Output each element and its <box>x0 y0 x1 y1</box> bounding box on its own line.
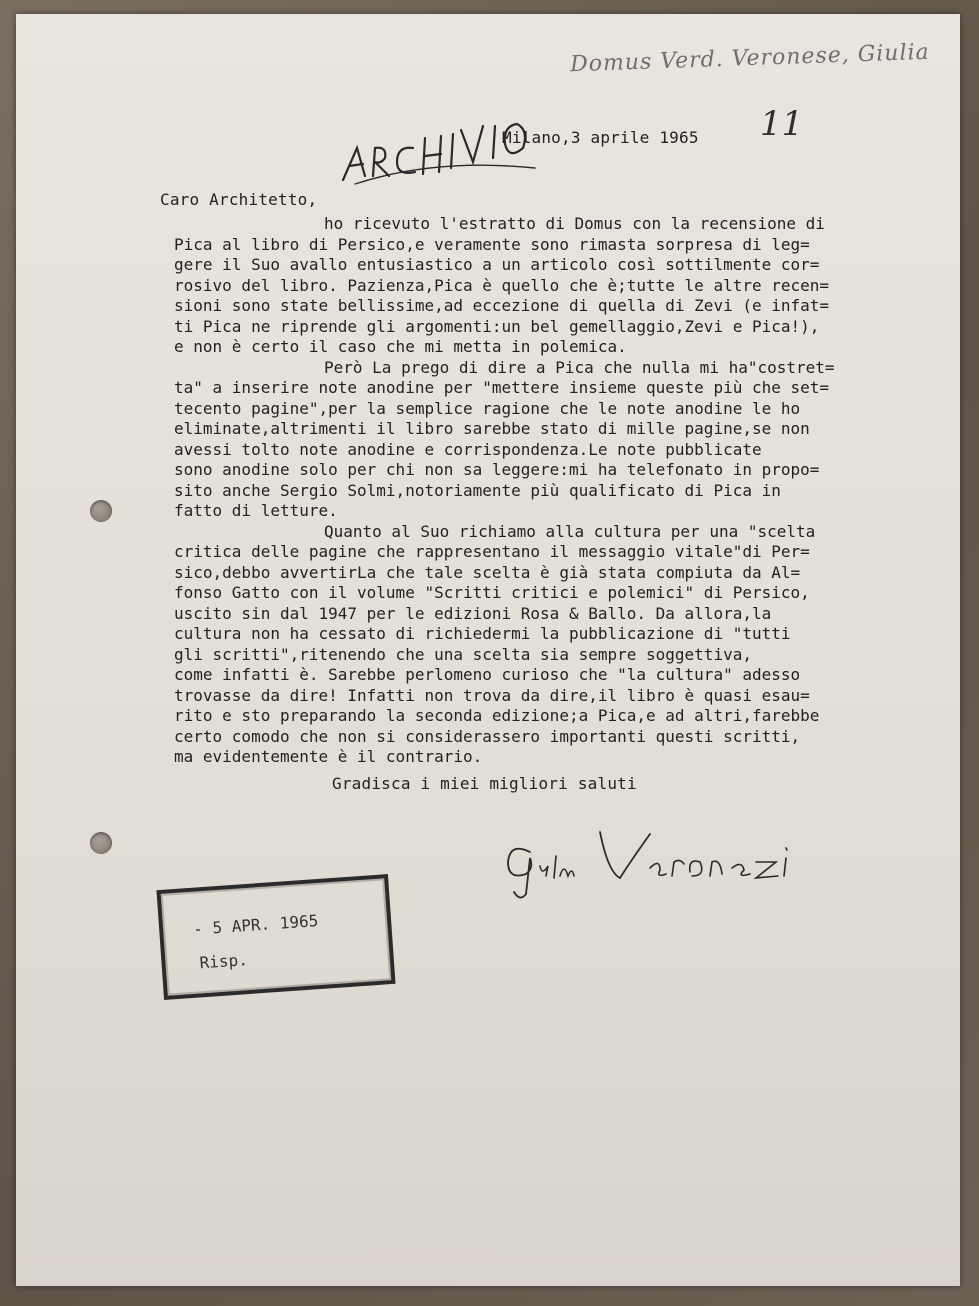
letter-line: fonso Gatto con il volume "Scritti critici e polemici" di Persico, <box>174 583 810 602</box>
letter-line: gere il Suo avallo entusiastico a un articolo così sottilmente cor= <box>174 255 820 274</box>
received-stamp <box>156 874 395 1000</box>
handwritten-signature <box>500 822 810 902</box>
letter-line: sico,debbo avvertirLa che tale scelta è già stata compiuta da Al= <box>174 562 801 582</box>
stamp-label: Risp. <box>198 950 249 973</box>
handwritten-page-number: 11 <box>760 104 804 144</box>
handwritten-top-note: Domus Verd. Veronese, Giulia <box>569 39 931 78</box>
letter-line: eliminate,altrimenti il libro sarebbe stato di mille pagine,se non <box>174 419 810 438</box>
letter-line: sito anche Sergio Solmi,notoriamente più qualificato di Pica in <box>174 480 781 500</box>
letter-body <box>174 214 914 768</box>
letter-line: gli scritti",ritenendo che una scelta sia sempre soggettiva, <box>174 644 752 664</box>
letter-line: ta" a inserire note anodine per "mettere insieme queste più che set= <box>174 378 830 397</box>
letter-line: cultura non ha cessato di richiedermi la pubblicazione di "tutti <box>174 624 791 643</box>
letter-line: certo comodo che non si considerassero importanti questi scritti, <box>174 726 801 746</box>
letter-line: e non è certo il caso che mi metta in polemica. <box>174 337 627 356</box>
letter-line: come infatti è. Sarebbe perlomeno curioso che "la cultura" adesso <box>174 665 801 684</box>
letter-line: fatto di letture. <box>174 501 338 520</box>
stamp-date: - 5 APR. 1965 <box>192 911 319 939</box>
letter-line: Pica al libro di Persico,e veramente sono rimasta sorpresa di leg= <box>174 234 810 254</box>
punch-hole <box>90 832 112 854</box>
letter-line: sioni sono state bellissime,ad eccezione di quella di Zevi (e infat= <box>174 296 830 315</box>
letter-line: avessi tolto note anodine e corrispondenza.Le note pubblicate <box>174 439 762 459</box>
letter-line: ma evidentemente è il contrario. <box>174 747 483 766</box>
letter-line: trovasse da dire! Infatti non trova da dire,il libro è quasi esau= <box>174 685 810 705</box>
letter-line: critica delle pagine che rappresentano il messaggio vitale"di Per= <box>174 542 810 561</box>
letter-closing: Gradisca i miei migliori saluti <box>332 774 637 793</box>
letter-date: Milano,3 aprile 1965 <box>502 128 699 147</box>
letter-salutation: Caro Architetto, <box>160 190 318 209</box>
letter-line: uscito sin dal 1947 per le edizioni Rosa & Ballo. Da allora,la <box>174 603 772 623</box>
letter-line: ti Pica ne riprende gli argomenti:un bel gemellaggio,Zevi e Pica!), <box>174 316 820 336</box>
letter-line: rosivo del libro. Pazienza,Pica è quello che è;tutte le altre recen= <box>174 275 830 295</box>
letter-line: Quanto al Suo richiamo alla cultura per una "scelta <box>324 521 816 541</box>
letter-line: rito e sto preparando la seconda edizione;a Pica,e ad altri,farebbe <box>174 706 820 725</box>
letter-line: sono anodine solo per chi non sa leggere:mi ha telefonato in propo= <box>174 460 820 479</box>
letter-line: Però La prego di dire a Pica che nulla mi ha"costret= <box>324 357 835 377</box>
letter-line: ho ricevuto l'estratto di Domus con la recensione di <box>324 214 825 233</box>
letter-line: tecento pagine",per la semplice ragione che le note anodine le ho <box>174 398 801 418</box>
punch-hole <box>90 500 112 522</box>
